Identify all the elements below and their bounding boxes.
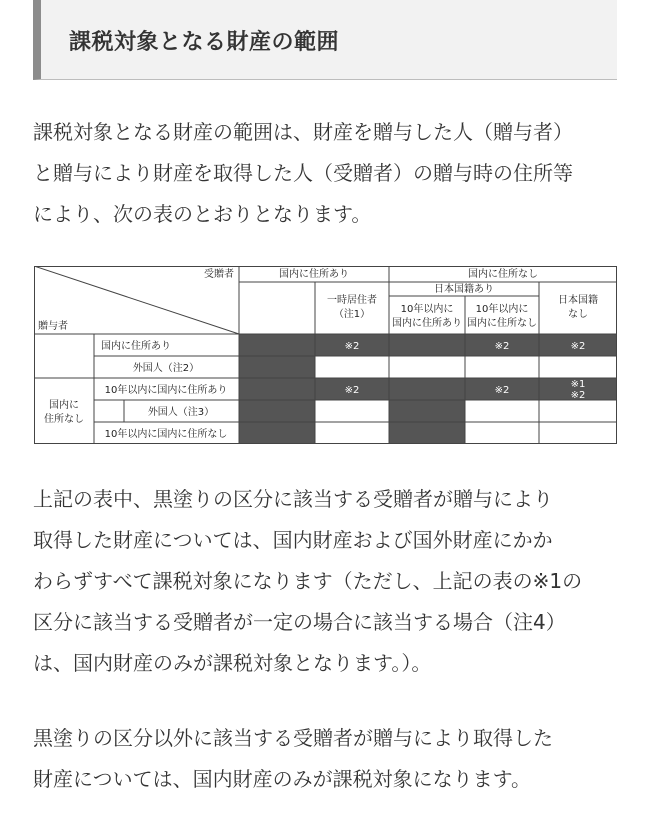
- dark-cell: [389, 400, 465, 422]
- dark-cell: [239, 378, 315, 400]
- body-line: 財産については、国内財産のみが課税対象になります。: [33, 767, 531, 791]
- tax-scope-table-graphic: [34, 266, 617, 446]
- col-no-japanese-line1: 日本国籍: [558, 295, 598, 306]
- intro-line: 課税対象となる財産の範囲は、財産を贈与した人（贈与者）: [33, 120, 573, 144]
- col-10y-no-line2: 国内に住所なし: [467, 318, 537, 329]
- col-domestic-header: 国内に住所あり: [279, 269, 349, 280]
- row-nodomestic-label-line1: 国内に: [49, 400, 79, 411]
- dark-cell: [239, 356, 315, 378]
- col-temp-resident-header: 一時居住者: [327, 295, 377, 306]
- explanation-paragraph-1: [33, 479, 623, 684]
- row-10y-yes-label: 10年以内に国内に住所あり: [104, 385, 228, 396]
- dark-cell: [389, 334, 465, 356]
- mark-note2: ※2: [570, 390, 586, 401]
- corner-recipient-label: 受贈者: [204, 269, 234, 280]
- col-10y-no-line1: 10年以内に: [475, 304, 529, 315]
- body-line: わらずすべて課税対象になります（ただし、上記の表の※1の: [33, 569, 583, 593]
- body-line: 区分に該当する受贈者が一定の場合に該当する場合（注4）: [33, 610, 566, 634]
- row-nodomestic-label-line2: 住所なし: [44, 414, 84, 425]
- intro-line: により、次の表のとおりとなります。: [33, 202, 372, 226]
- body-line: 上記の表中、黒塗りの区分に該当する受贈者が贈与により: [33, 487, 553, 511]
- intro-paragraph: [33, 112, 623, 235]
- row-foreigner-note2-label: 外国人（注2）: [132, 363, 200, 374]
- explanation-paragraph-2: [33, 718, 623, 800]
- col-japanese-header: 日本国籍あり: [434, 284, 494, 295]
- section-heading: [33, 0, 617, 80]
- mark-note2: ※2: [570, 341, 586, 352]
- body-line: 黒塗りの区分以外に該当する受贈者が贈与により取得した: [33, 726, 553, 750]
- mark-note2: ※2: [344, 385, 360, 396]
- row-domestic-label: 国内に住所あり: [101, 341, 171, 352]
- col-temp-resident-note: （注1）: [333, 309, 371, 320]
- col-10y-yes-line1: 10年以内に: [400, 304, 454, 315]
- section-title: 課税対象となる財産の範囲: [69, 30, 340, 55]
- tax-scope-table: [34, 266, 617, 446]
- col-no-japanese-line2: なし: [568, 309, 588, 320]
- dark-cell: [239, 422, 315, 444]
- dark-cell: [239, 400, 315, 422]
- col-10y-yes-line2: 国内に住所あり: [392, 318, 462, 329]
- mark-note2: ※2: [344, 341, 360, 352]
- mark-note2: ※2: [494, 385, 510, 396]
- row-foreigner-note3-label: 外国人（注3）: [147, 407, 215, 418]
- corner-giver-label: 贈与者: [38, 321, 68, 332]
- mark-note1: ※1: [570, 379, 586, 390]
- intro-line: と贈与により財産を取得した人（受贈者）の贈与時の住所等: [33, 161, 573, 185]
- mark-note2: ※2: [494, 341, 510, 352]
- dark-cell: [389, 422, 465, 444]
- body-line: は、国内財産のみが課税対象となります。）。: [33, 651, 432, 675]
- col-nodomestic-header: 国内に住所なし: [468, 269, 538, 280]
- body-line: 取得した財産については、国内財産および国外財産にかか: [33, 528, 553, 552]
- dark-cell: [389, 378, 465, 400]
- row-10y-no-label: 10年以内に国内に住所なし: [104, 429, 228, 440]
- dark-cell: [239, 334, 315, 356]
